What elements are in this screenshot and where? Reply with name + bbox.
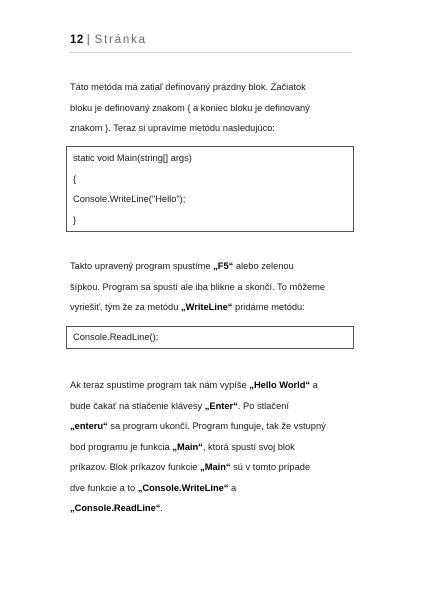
run-key-f5: „F5“ bbox=[213, 261, 234, 271]
expl-enter: „Enter“ bbox=[204, 400, 238, 411]
run-text: pridáme metódu: bbox=[232, 302, 305, 312]
code-line: Console.ReadLine(); bbox=[73, 332, 159, 342]
expl-text: bod programu je funkcia bbox=[70, 441, 173, 452]
code-block-main bbox=[66, 146, 354, 232]
page-number: 12 bbox=[70, 34, 84, 46]
paragraph-run bbox=[70, 256, 360, 318]
expl-text: sa program ukončí. Program funguje, tak že vstupný bbox=[107, 421, 326, 431]
expl-text: a bbox=[228, 482, 237, 493]
code-line: } bbox=[73, 214, 77, 225]
code-line: { bbox=[73, 173, 77, 184]
intro-line-2: bloku je definovaný znakom { a koniec bloku je definovaný bbox=[70, 102, 310, 113]
expl-hello-world: „Hello World“ bbox=[249, 380, 311, 390]
expl-main: „Main“ bbox=[172, 441, 203, 452]
header-rule bbox=[70, 52, 352, 53]
paragraph-explanation bbox=[70, 375, 360, 519]
expl-main: „Main“ bbox=[200, 462, 231, 472]
run-text: vyriešiť, tým že za metódu bbox=[70, 302, 181, 312]
paragraph-intro bbox=[70, 77, 360, 139]
code-line: Console.WriteLine("Hello"); bbox=[73, 194, 186, 204]
expl-text: Ak teraz spustíme program tak nám vypíše bbox=[70, 380, 250, 390]
expl-console-writeline: „Console.WriteLine“ bbox=[137, 482, 229, 493]
expl-console-readline: „Console.ReadLine“ bbox=[70, 503, 161, 513]
expl-text: a bbox=[310, 380, 318, 390]
expl-text: , ktorá spustí svoj blok bbox=[202, 441, 295, 452]
run-text: alebo zelenou bbox=[233, 261, 294, 271]
code-block-readline bbox=[66, 326, 354, 349]
expl-text: sú v tomto prípade bbox=[230, 462, 311, 472]
code-line: static void Main(string[] args) bbox=[73, 153, 192, 163]
expl-text: dve funkcie a to bbox=[70, 482, 138, 493]
expl-enteru: „enteru“ bbox=[70, 421, 108, 431]
header-page-word: Stránka bbox=[94, 34, 147, 46]
intro-line-1: Táto metóda má zatiaľ definovaný prázdny blok. Začiatok bbox=[70, 82, 306, 92]
expl-text: . bbox=[160, 503, 163, 513]
run-method-writeline: „WriteLine“ bbox=[180, 302, 233, 312]
run-text: Takto upravený program spustíme bbox=[70, 261, 214, 271]
run-text: šípkou. Program sa spustí ale iba blikne a skončí. To môžeme bbox=[70, 281, 326, 292]
page-header bbox=[70, 34, 354, 46]
header-separator: | bbox=[86, 34, 92, 46]
expl-text: . Po stlačení bbox=[237, 400, 289, 411]
expl-text: príkazov. Blok príkazov funkcie bbox=[70, 462, 201, 472]
intro-line-3: znakom }. Teraz si upravíme metódu nasledujúco: bbox=[70, 123, 275, 133]
expl-text: bude čakať na stlačenie klávesy bbox=[70, 400, 205, 411]
